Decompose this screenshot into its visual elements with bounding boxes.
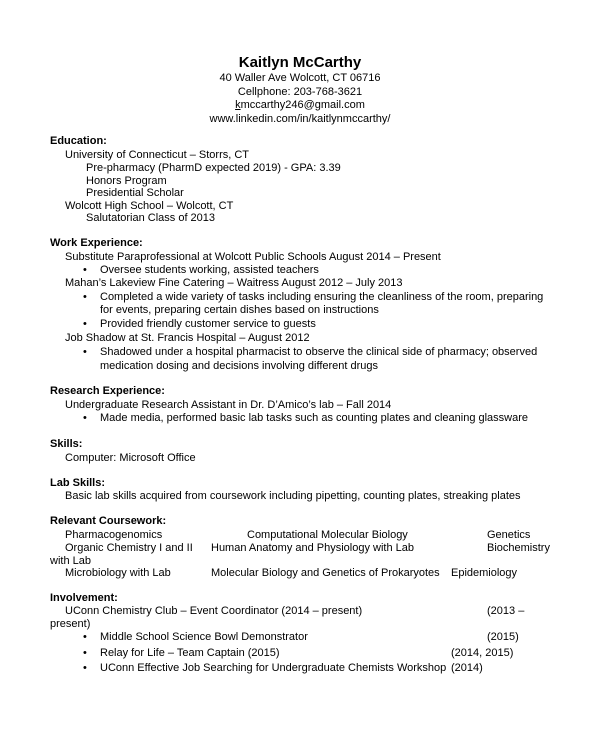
research-heading: Research Experience: bbox=[50, 385, 165, 397]
skills-line: Computer: Microsoft Office bbox=[65, 452, 196, 464]
bullet-icon: • bbox=[83, 291, 87, 303]
bullet-icon: • bbox=[83, 631, 87, 643]
course-item: Genetics bbox=[487, 529, 531, 541]
involvement-item: UConn Effective Job Searching for Undergraduate Chemists Workshop bbox=[100, 662, 447, 674]
linkedin-url[interactable]: www.linkedin.com/in/kaitlynmccarthy/ bbox=[209, 112, 391, 125]
lab-skills-heading: Lab Skills: bbox=[50, 477, 106, 489]
address: 40 Waller Ave Wolcott, CT 06716 bbox=[219, 72, 381, 84]
course-item: Molecular Biology and Genetics of Prokaryotes bbox=[211, 567, 440, 579]
research-line: Undergraduate Research Assistant in Dr. D’Amico’s lab – Fall 2014 bbox=[65, 399, 392, 411]
education-line: Pre-pharmacy (PharmD expected 2019) - GPA: 3.39 bbox=[86, 162, 341, 174]
education-heading: Education: bbox=[50, 135, 107, 147]
course-item: with Lab bbox=[50, 555, 91, 567]
education-line: Wolcott High School – Wolcott, CT bbox=[65, 200, 234, 212]
involvement-item: Relay for Life – Team Captain (2015) bbox=[100, 647, 280, 659]
involvement-year: (2014) bbox=[451, 662, 483, 674]
job-detail: Completed a wide variety of tasks including ensuring the cleanliness of the room, preparing bbox=[100, 291, 544, 303]
involvement-year: (2015) bbox=[487, 631, 519, 643]
work-heading: Work Experience: bbox=[50, 237, 143, 249]
involvement-heading: Involvement: bbox=[50, 592, 118, 604]
job-detail: Shadowed under a hospital pharmacist to observe the clinical side of pharmacy; observed bbox=[100, 346, 538, 358]
course-item: Organic Chemistry I and II bbox=[65, 542, 193, 554]
involvement-year: (2014, 2015) bbox=[451, 647, 514, 659]
involvement-item: Middle School Science Bowl Demonstrator bbox=[100, 631, 308, 643]
bullet-icon: • bbox=[83, 318, 87, 330]
involvement-item: UConn Chemistry Club – Event Coordinator (2014 – present) bbox=[65, 605, 363, 617]
job-title: Job Shadow at St. Francis Hospital – August 2012 bbox=[65, 332, 310, 344]
course-item: Microbiology with Lab bbox=[65, 567, 171, 579]
resume-header bbox=[0, 54, 600, 126]
lab-skills-line: Basic lab skills acquired from coursework including pipetting, counting plates, streaking plates bbox=[65, 490, 521, 502]
job-title: Mahan’s Lakeview Fine Catering – Waitress August 2012 – July 2013 bbox=[65, 277, 403, 289]
job-detail: Provided friendly customer service to guests bbox=[100, 318, 316, 330]
course-item: Pharmacogenomics bbox=[65, 529, 163, 541]
education-line: Salutatorian Class of 2013 bbox=[86, 212, 216, 224]
job-title: Substitute Paraprofessional at Wolcott Public Schools August 2014 – Present bbox=[65, 251, 441, 263]
bullet-icon: • bbox=[83, 647, 87, 659]
skills-heading: Skills: bbox=[50, 438, 83, 450]
involvement-item: present) bbox=[50, 618, 91, 630]
bullet-icon: • bbox=[83, 412, 87, 424]
job-detail: for events, preparing certain dishes based on instructions bbox=[100, 304, 379, 316]
coursework-heading: Relevant Coursework: bbox=[50, 515, 167, 527]
email[interactable] bbox=[0, 99, 600, 113]
course-item: Biochemistry bbox=[487, 542, 550, 554]
education-line: Honors Program bbox=[86, 175, 167, 187]
email-first-letter: k bbox=[235, 99, 241, 111]
candidate-name: Kaitlyn McCarthy bbox=[238, 54, 362, 71]
bullet-icon: • bbox=[83, 662, 87, 674]
education-line: Presidential Scholar bbox=[86, 187, 184, 199]
research-detail: Made media, performed basic lab tasks such as counting plates and cleaning glassware bbox=[100, 412, 529, 424]
education-line: University of Connecticut – Storrs, CT bbox=[65, 149, 250, 161]
cellphone: Cellphone: 203-768-3621 bbox=[237, 85, 363, 98]
course-item: Computational Molecular Biology bbox=[247, 529, 408, 541]
bullet-icon: • bbox=[83, 264, 87, 276]
email-rest: mccarthy246@gmail.com bbox=[240, 99, 365, 111]
course-item: Epidemiology bbox=[451, 567, 518, 579]
job-detail: medication dosing and decisions involving different drugs bbox=[100, 360, 379, 372]
job-detail: Oversee students working, assisted teachers bbox=[100, 264, 319, 276]
involvement-year: (2013 – bbox=[487, 605, 525, 617]
course-item: Human Anatomy and Physiology with Lab bbox=[211, 542, 415, 554]
bullet-icon: • bbox=[83, 346, 87, 358]
